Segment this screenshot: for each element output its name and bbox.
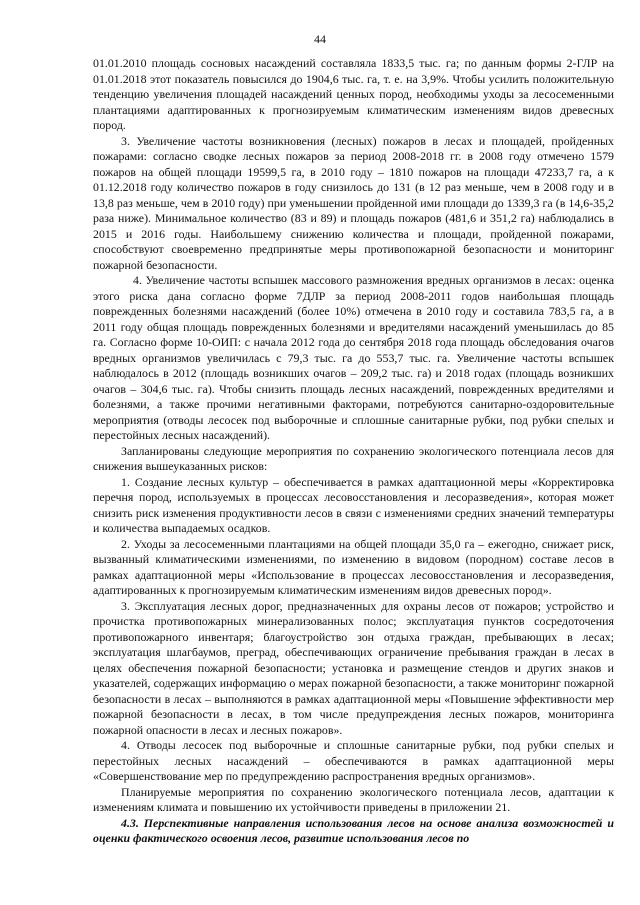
body-text [93,56,614,847]
page-number: 44 [314,32,326,46]
paragraph-planned-measures: Запланированы следующие мероприятия по сохранению экологического потенциала лесов для снижения вышеуказанных рисков: [93,443,614,473]
paragraph-measure-2: 2. Уходы за лесосеменными плантациями на общей площади 35,0 га – ежегодно, снижает риск, вызванный климатическими изменениями, по изменению в видовом (породном) составе лесов в рамках адаптационной меры «Использование в процессах лесовосстановления и лесоразведения, адаптированных к прогнозируемым климатическим изменениям видов древесных пород». [93,536,614,597]
paragraph-measure-1: 1. Создание лесных культур – обеспечивается в рамках адаптационной меры «Корректировка перечня пород, используемых в процессах лесовосстановления и лесоразведения», которая может снизить риск изменения продуктивности лесов в связи с изменениями средних значений температуры и количества выпадаемых осадков. [93,474,614,535]
paragraph-measure-4: 4. Отводы лесосек под выборочные и сплошные санитарные рубки, под рубки спелых и перестойных лесных насаждений – обеспечиваются в рамках адаптационной меры «Совершенствование мер по предупреждению распространения вредных организмов». [93,738,614,783]
paragraph-measure-3: 3. Эксплуатация лесных дорог, предназначенных для охраны лесов от пожаров; устройство и прочистка противопожарных минерализованных полос; эксплуатация пунктов сосредоточения противопожарного инвентаря; благоустройство зон отдыха граждан, пребывающих в лесах; эксплуатация шлагбаумов, преград, обеспечивающих ограничение пребывания граждан в лесах в целях обеспечения пожарной безопасности; установка и размещение стендов и других знаков и указателей, содержащих информацию о мерах пожарной безопасности, а также мониторинг пожарной безопасности в лесах – выполняются в рамках адаптационной меры «Повышение эффективности мер пожарной безопасности в лесах, в том числе предупреждения лесных пожаров, мониторинга пожарной опасности в лесах и лесных пожаров». [93,598,614,737]
section-heading-4-3: 4.3. Перспективные направления использования лесов на основе анализа возможностей и оценки фактического освоения лесов, развитие использования лесов по [93,815,614,845]
paragraph-risk-pests: 4. Увеличение частоты вспышек массового размножения вредных организмов в лесах: оценка этого риска дана согласно форме 7ДЛР за период 2008-2011 годов наибольшая площадь поврежденных болезнями насаждений (более 10%) отмечена в 2010 году и составила 783,5 га, а в 2011 году общая площадь поврежденных болезнями и вредителями насаждений уменьшилась до 85 га. Согласно форме 10-ОИП: с начала 2012 года до сентября 2018 года площадь обследования очагов вредных организмов увеличилась с 79,3 тыс. га до 553,7 тыс. га. Увеличение частоты вспышек наблюдалось в 2012 (площадь возникших очагов – 209,2 тыс. га) и 2018 годах (площадь возникших очагов – 304,6 тыс. га). Чтобы снизить площадь лесных насаждений, поврежденных вредителями и болезнями, а также прочими негативными факторами, потребуются санитарно-оздоровительные мероприятия (отводы лесосек под выборочные и сплошные санитарные рубки, под рубки спелых и перестойных лесных насаждений). [93,273,614,442]
paragraph-appendix-reference: Планируемые мероприятия по сохранению экологического потенциала лесов, адаптации к изменениям климата и повышению их устойчивости приведены в приложении 21. [93,784,614,814]
paragraph-risk-fires: 3. Увеличение частоты возникновения (лесных) пожаров в лесах и площадей, пройденных пожарами: согласно сводке лесных пожаров за период 2008-2018 гг. в 2008 году отмечено 1579 пожаров на общей площади 19599,5 га, в 2010 году – 1810 пожаров на площади 47233,7 га, а к 01.12.2018 году количество пожаров в году снизилось до 131 (в 12 раз меньше, чем в 2008 году и в 13,8 раз меньше, чем в 2010 году) при уменьшении пройденной ими площади до 1339,3 га (в 14,6-35,2 раза ниже). Минимальное количество (83 и 89) и площадь пожаров (481,6 и 351,2 га) наблюдались в 2015 и 2016 годы. Наибольшему снижению количества и площади, пройденной пожарами, способствуют своевременно предпринятые меры противопожарной безопасности и мониторинг пожарной безопасности. [93,133,614,272]
paragraph-pine-stands: 01.01.2010 площадь сосновых насаждений составляла 1833,5 тыс. га; по данным формы 2-ГЛР на 01.01.2018 этот показатель повысился до 1904,6 тыс. га, т. е. на 3,9%. Чтобы усилить положительную тенденцию увеличения площадей насаждений ценных пород, необходимы уходы за лесосеменными плантациями адаптированных к прогнозируемым климатическим изменениям видов древесных пород. [93,56,614,132]
